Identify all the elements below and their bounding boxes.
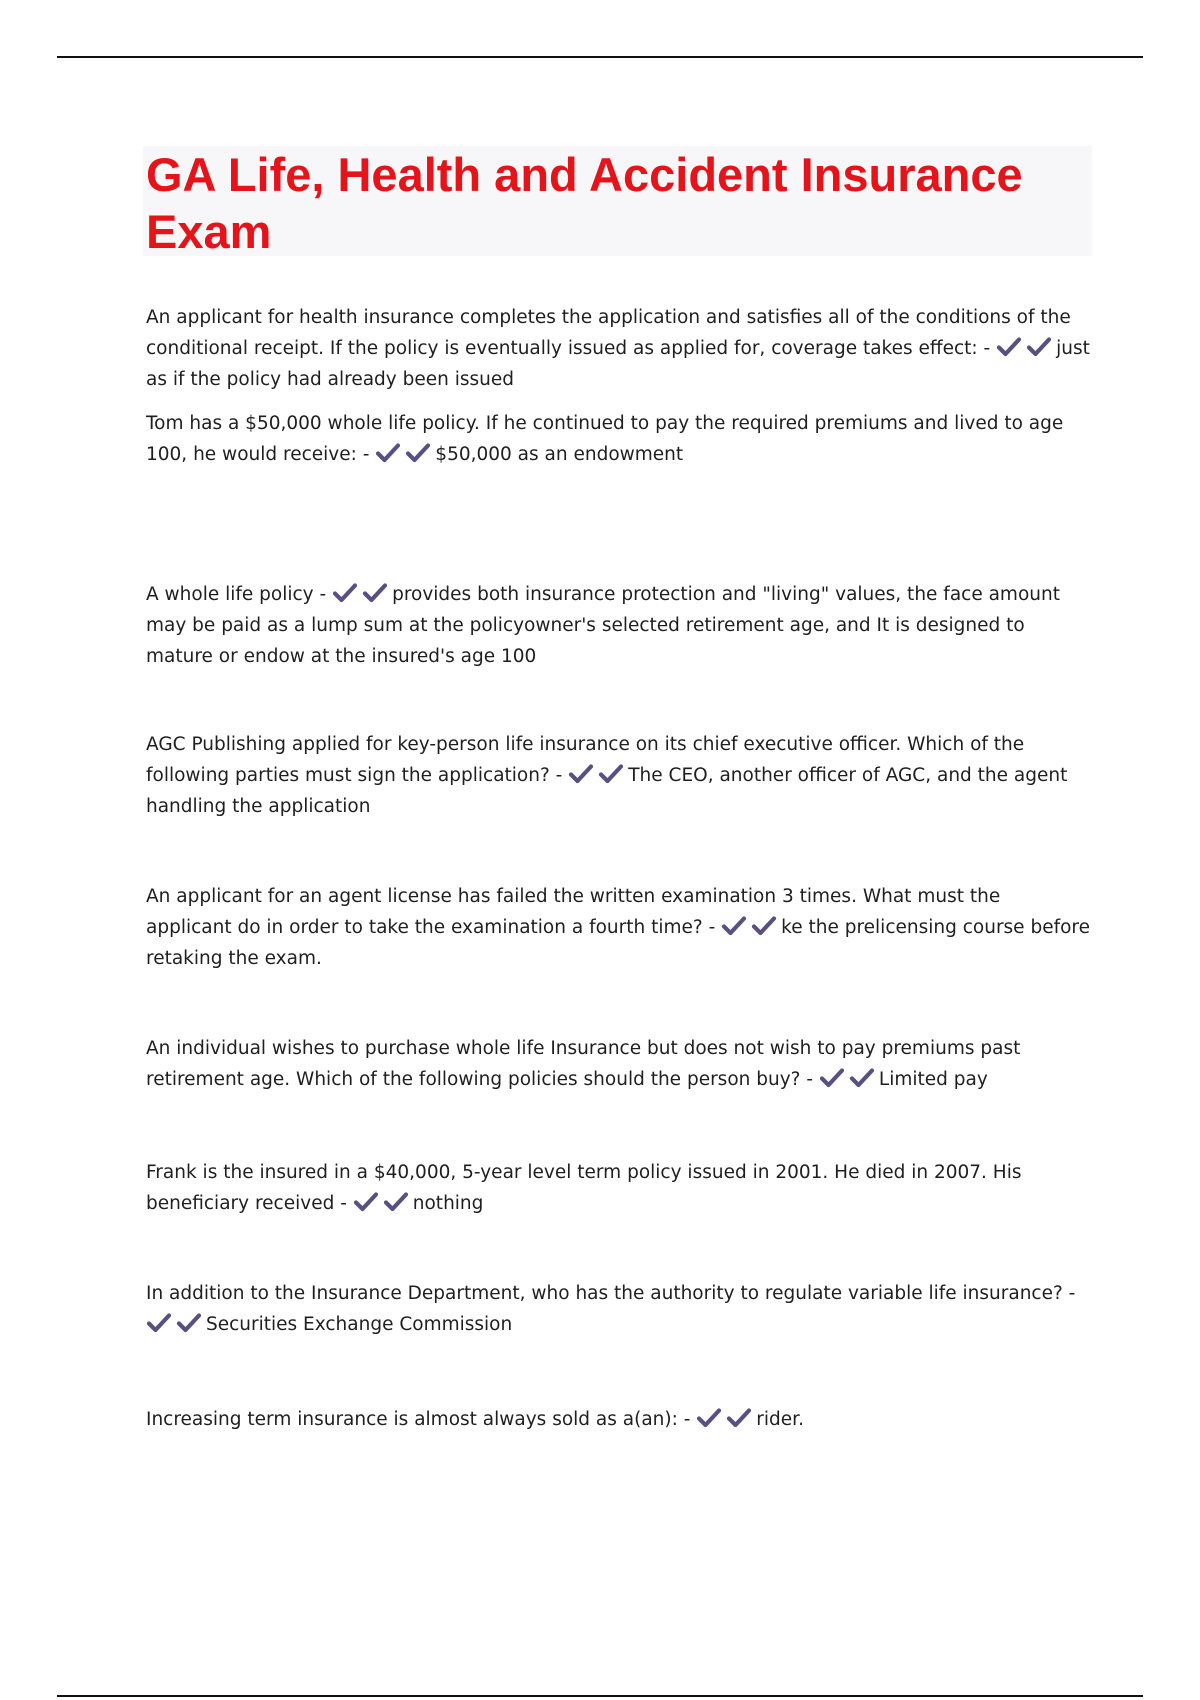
top-divider (57, 56, 1143, 58)
check-icon (751, 916, 777, 936)
bottom-divider (57, 1695, 1143, 1697)
check-icon (362, 583, 388, 603)
question-text: Frank is the insured in a $40,000, 5-year level term policy issued in 2001. He died in 2007. His beneficiary received - (146, 1162, 1022, 1214)
answer-text: rider. (756, 1409, 804, 1430)
check-icon (353, 1192, 379, 1212)
question-text: An applicant for health insurance completes the application and satisfies all of the conditions of the conditional receipt. If the policy is eventually issued as applied for, coverage takes effect: - (146, 307, 1071, 359)
answer-text: Limited pay (878, 1069, 988, 1090)
answer-text: $50,000 as an endowment (435, 444, 684, 465)
answer-text: The CEO, another officer of AGC, and the agent handling the application (146, 765, 1068, 817)
check-icon (849, 1068, 875, 1088)
check-icon (375, 443, 401, 463)
check-icon (383, 1192, 409, 1212)
answer-text: just as if the policy had already been issued (146, 338, 1090, 390)
check-icon (598, 764, 624, 784)
qa-item-9 (146, 1404, 1091, 1435)
question-text: AGC Publishing applied for key-person life insurance on its chief executive officer. Which of the following parties must sign the application? - (146, 734, 1025, 786)
qa-item-5 (146, 881, 1091, 974)
check-icon (819, 1068, 845, 1088)
check-icon (332, 583, 358, 603)
check-icon (996, 337, 1022, 357)
answer-text: Securities Exchange Commission (206, 1314, 513, 1335)
qa-item-8 (146, 1278, 1091, 1340)
qa-item-7 (146, 1157, 1091, 1219)
check-icon (568, 764, 594, 784)
document-title: GA Life, Health and Accident Insurance Exam (146, 148, 1023, 258)
answer-text: nothing (412, 1193, 484, 1214)
qa-item-3 (146, 579, 1091, 672)
answer-text: provides both insurance protection and "living" values, the face amount may be paid as a lump sum at the policyowner's selected retirement age, and It is designed to mature or endow at the insured's age 100 (146, 584, 1060, 667)
check-icon (405, 443, 431, 463)
qa-item-4 (146, 729, 1091, 822)
qa-item-1 (146, 302, 1091, 395)
check-icon (146, 1313, 172, 1333)
qa-item-2 (146, 408, 1091, 470)
qa-item-6 (146, 1033, 1091, 1095)
question-text: An applicant for an agent license has failed the written examination 3 times. What must the applicant do in order to take the examination a fourth time? - (146, 886, 1001, 938)
question-text: Increasing term insurance is almost always sold as a(an): - (146, 1409, 691, 1430)
question-text: Tom has a $50,000 whole life policy. If he continued to pay the required premiums and lived to age 100, he would receive: - (146, 413, 1064, 465)
answer-text: ke the prelicensing course before retaking the exam. (146, 917, 1090, 969)
check-icon (726, 1408, 752, 1428)
question-text: An individual wishes to purchase whole life Insurance but does not wish to pay premiums past retirement age. Which of the following policies should the person buy? - (146, 1038, 1021, 1090)
check-icon (696, 1408, 722, 1428)
question-text: A whole life policy - (146, 584, 327, 605)
check-icon (1026, 337, 1052, 357)
question-text: In addition to the Insurance Department, who has the authority to regulate variable life insurance? - (146, 1283, 1076, 1304)
check-icon (721, 916, 747, 936)
check-icon (176, 1313, 202, 1333)
